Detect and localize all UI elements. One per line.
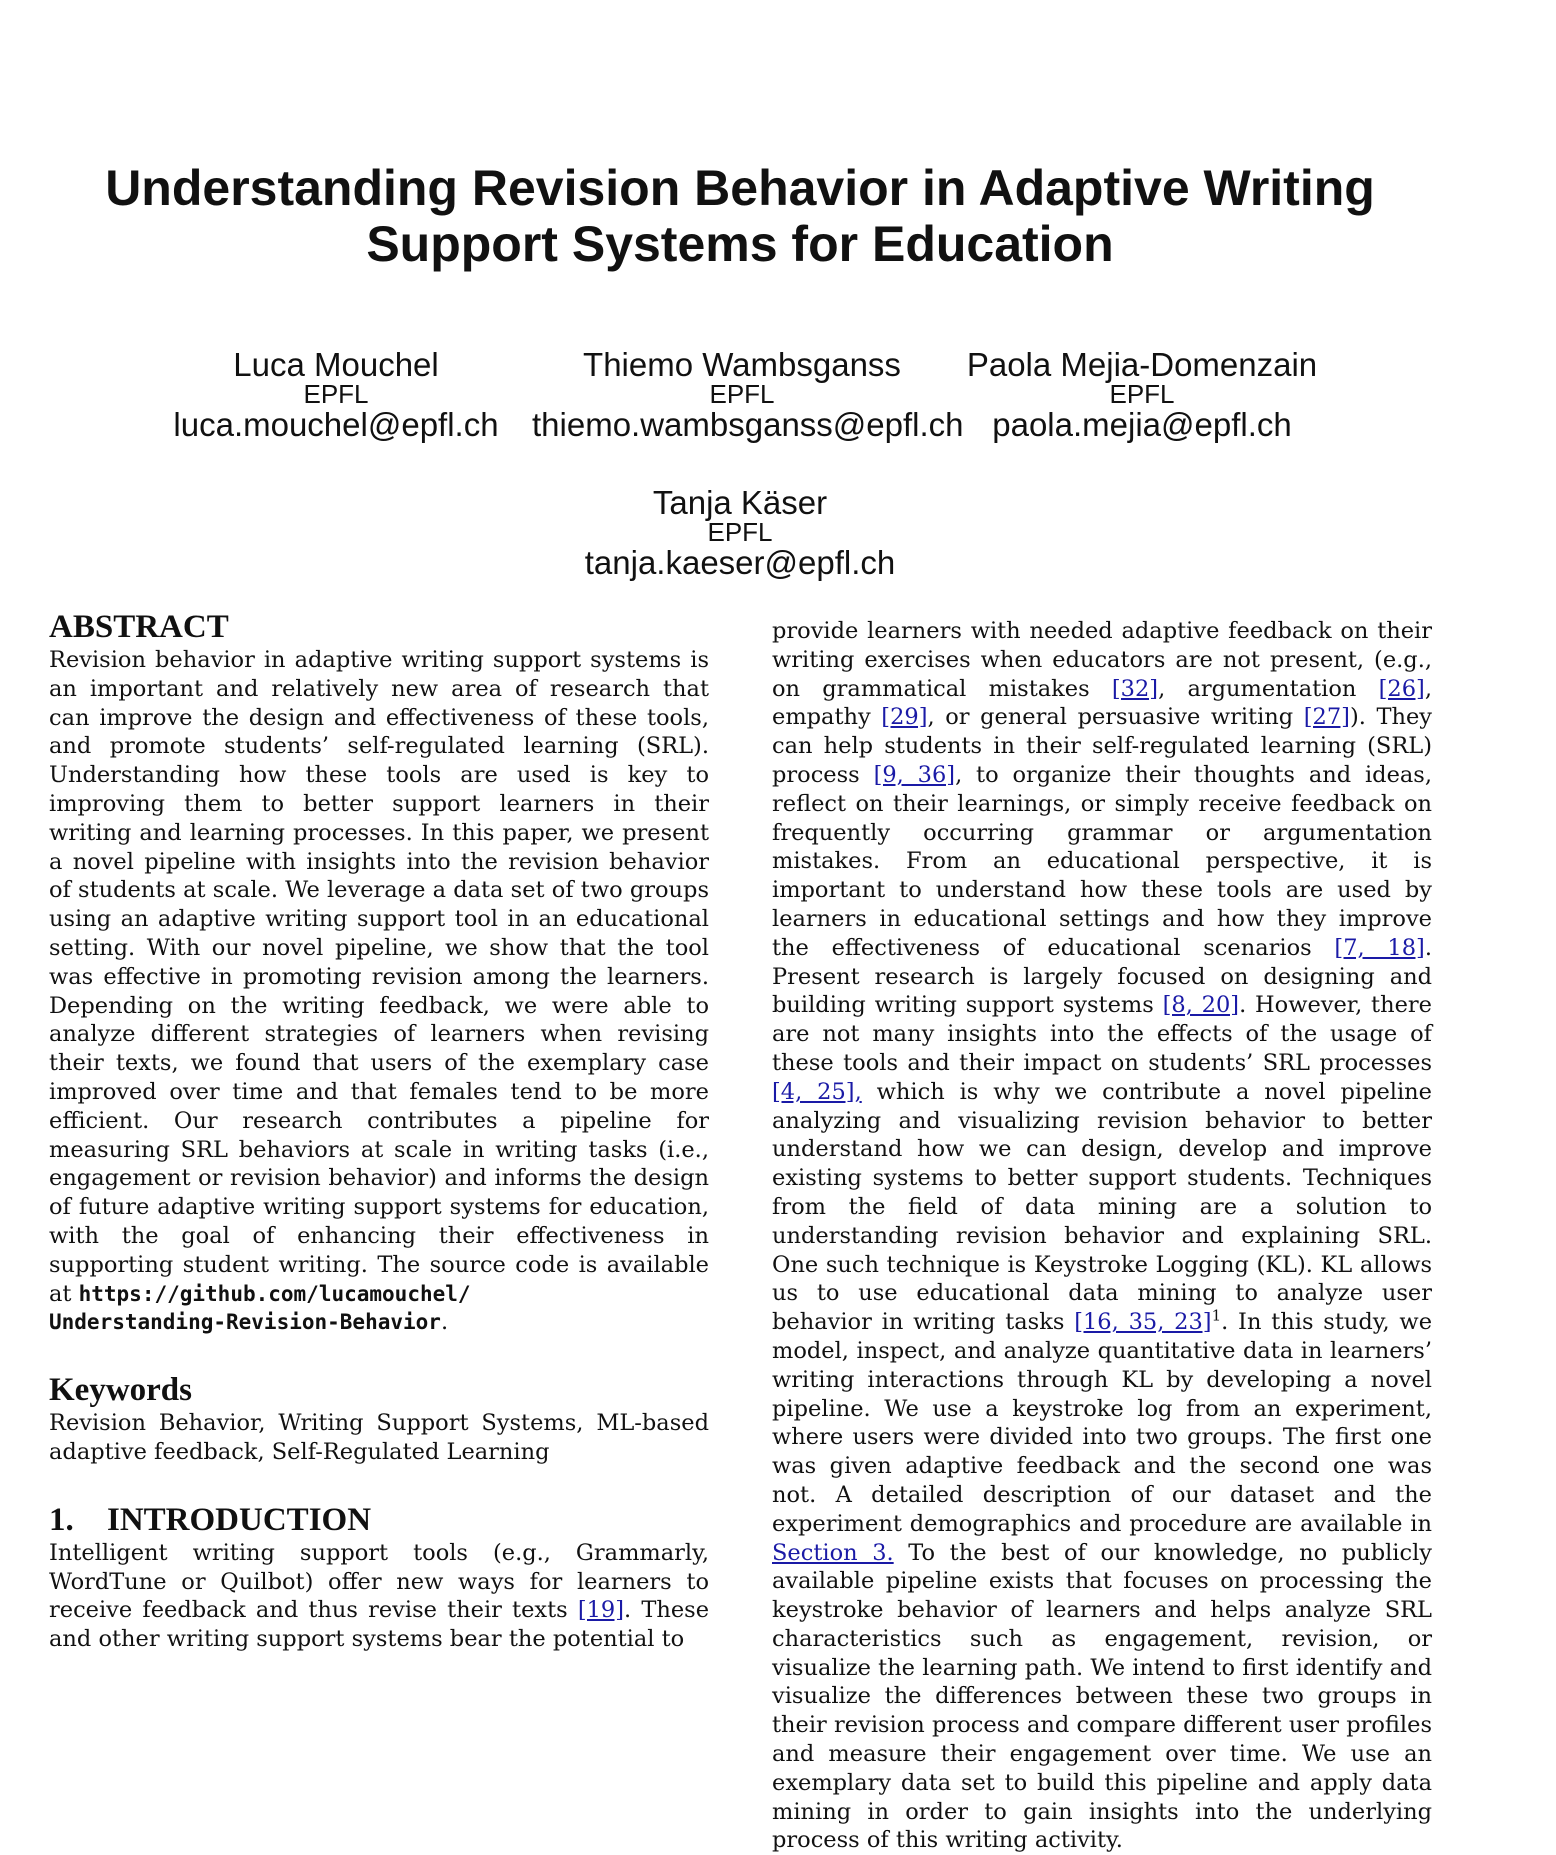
- citation-link[interactable]: [19]: [577, 1597, 625, 1624]
- section-link[interactable]: Section 3.: [772, 1539, 894, 1566]
- keywords-heading: Keywords: [49, 1372, 192, 1409]
- abstract-body: Revision behavior in adaptive writing support systems is an important and relatively new area of research that can improve the design and effectiveness of these tools, and promote students’ self-regulated learning (SRL). Understanding how these tools are used is key to improving them to better support learners in their writing and learning processes. In this paper, we present a novel pipeline with insights into the revision behavior of students at scale. We leverage a data set of two groups using an adaptive writing support tool in an educational setting. With our novel pipeline, we show that the tool was effective in promoting revision among the learners. Depending on the writing feedback, we were able to analyze different strategies of learners when revising their texts, we found that users of the exemplary case improved over time and that females tend to be more efficient. Our research contributes a pipeline for measuring SRL behaviors at scale in writing tasks (i.e., engagement or revision behavior) and informs the design of future adaptive writing support systems for education, with the goal of enhancing their effectiveness in supporting student writing. The source code is available at: [49, 647, 709, 1307]
- intro-text: , or general persuasive writing: [927, 704, 1304, 731]
- intro-text: which is why we contribute a novel pipeline analyzing and visualizing revision behavior to better understand how we can design, develop and improve existing systems to better support students. Techniques from the field of data mining are a solution to understanding revision behavior and explaining SRL. One such technique is Keystroke Logging (KL). KL allows us to use educational data mining to analyze user behavior in writing tasks: [772, 1078, 1432, 1336]
- source-code-url-part2[interactable]: Understanding-Revision-Behavior: [49, 1310, 441, 1335]
- footnote-marker[interactable]: 1: [1211, 1306, 1222, 1325]
- introduction-text-right: [772, 617, 1432, 1855]
- intro-text: , to organize their thoughts and ideas, reflect on their learnings, or simply receive feedback on frequently occurring grammar or argumentation mistakes. From an educational perspective, it is important to understand how these tools are used by learners in educational settings and how they improve the effectiveness of educational scenarios: [772, 761, 1432, 961]
- intro-text: To the best of our knowledge, no publicly available pipeline exists that focuses on processing the keystroke behavior of learners and helps analyze SRL characteristics such as engagement, revision, or visualize the learning path. We intend to first identify and visualize the differences between these two groups in their revision process and compare different user profiles and measure their engagement over time. We use an exemplary data set to build this pipeline and apply data mining in order to gain insights into the underlying process of this writing activity.: [772, 1539, 1432, 1854]
- author-affiliation: EPFL: [303, 379, 369, 409]
- intro-text: ). They can help students in their self-regulated learning (SRL) process: [772, 704, 1432, 788]
- left-column: [49, 610, 709, 1654]
- author-affiliation: EPFL: [707, 517, 773, 547]
- intro-text: . In this study, we model, inspect, and analyze quantitative data in learners’ writing interactions through KL by developing a novel pipeline. We use a keystroke log from an experiment, where users were divided into two groups. The first one was given adaptive feedback and the second one was not. A detailed description of our dataset and the experiment demographics and procedure are available in: [772, 1309, 1433, 1537]
- abstract-end: .: [440, 1309, 449, 1336]
- keywords-text: Revision Behavior, Writing Support Systems, ML-based adaptive feedback, Self-Regulated Learning: [49, 1410, 709, 1465]
- citation-link[interactable]: [32]: [1111, 675, 1159, 702]
- citation-link[interactable]: [7, 18]: [1334, 934, 1425, 961]
- author-block: [136, 348, 536, 443]
- author-name: Tanja Käser: [652, 484, 828, 521]
- author-affiliation: EPFL: [709, 379, 775, 409]
- intro-text: . Present research is largely focused on designing and building writing support systems: [772, 934, 1432, 1019]
- author-name: Luca Mouchel: [233, 346, 439, 383]
- title-line-1: Understanding Revision Behavior in Adaptive Writing: [105, 160, 1375, 216]
- introduction-heading: [49, 1503, 709, 1537]
- source-code-url-part1[interactable]: https://github.com/lucamouchel/: [78, 1281, 471, 1306]
- author-affiliation: EPFL: [1109, 379, 1175, 409]
- section-number: 1.: [49, 1501, 74, 1538]
- author-name: Thiemo Wambsganss: [583, 346, 901, 383]
- citation-link[interactable]: [8, 20]: [1162, 992, 1240, 1019]
- citation-link[interactable]: [4, 25],: [772, 1078, 862, 1105]
- author-email: paola.mejia@epfl.ch: [992, 406, 1292, 443]
- intro-text: , argumentation: [1158, 675, 1379, 702]
- author-email: luca.mouchel@epfl.ch: [173, 406, 499, 443]
- author-block: [532, 346, 964, 443]
- citation-link[interactable]: [16, 35, 23]: [1074, 1309, 1212, 1336]
- intro-text: , empathy: [772, 675, 1432, 731]
- introduction-text-left: [49, 1539, 709, 1654]
- intro-text: . These and other writing support systems bear the potential to: [49, 1597, 710, 1653]
- citation-link[interactable]: [9, 36]: [873, 761, 956, 788]
- citation-link[interactable]: [29]: [881, 704, 928, 731]
- paper-title: [60, 160, 1420, 272]
- author-email: thiemo.wambsganss@epfl.ch: [532, 406, 964, 443]
- citation-link[interactable]: [27]: [1303, 704, 1350, 731]
- author-block: [540, 486, 940, 581]
- author-name: Paola Mejia-Domenzain: [966, 346, 1318, 383]
- right-column: [772, 617, 1432, 1855]
- citation-link[interactable]: [26]: [1378, 675, 1425, 702]
- abstract-heading: ABSTRACT: [49, 609, 229, 645]
- author-block: [944, 348, 1340, 443]
- abstract-text: [49, 646, 709, 1337]
- section-title: INTRODUCTION: [107, 1501, 372, 1538]
- intro-text: Intelligent writing support tools (e.g., Grammarly, WordTune or Quilbot) offer new ways for learners to receive feedback and thus revise their texts: [49, 1539, 709, 1624]
- intro-text: . However, there are not many insights into the effects of the usage of these tools and their impact on students’ SRL processes: [772, 992, 1432, 1076]
- intro-text: provide learners with needed adaptive feedback on their writing exercises when educators are not present, (e.g., on grammatical mistakes: [772, 618, 1432, 702]
- author-email: tanja.kaeser@epfl.ch: [584, 544, 896, 581]
- title-line-2: Support Systems for Education: [366, 216, 1114, 272]
